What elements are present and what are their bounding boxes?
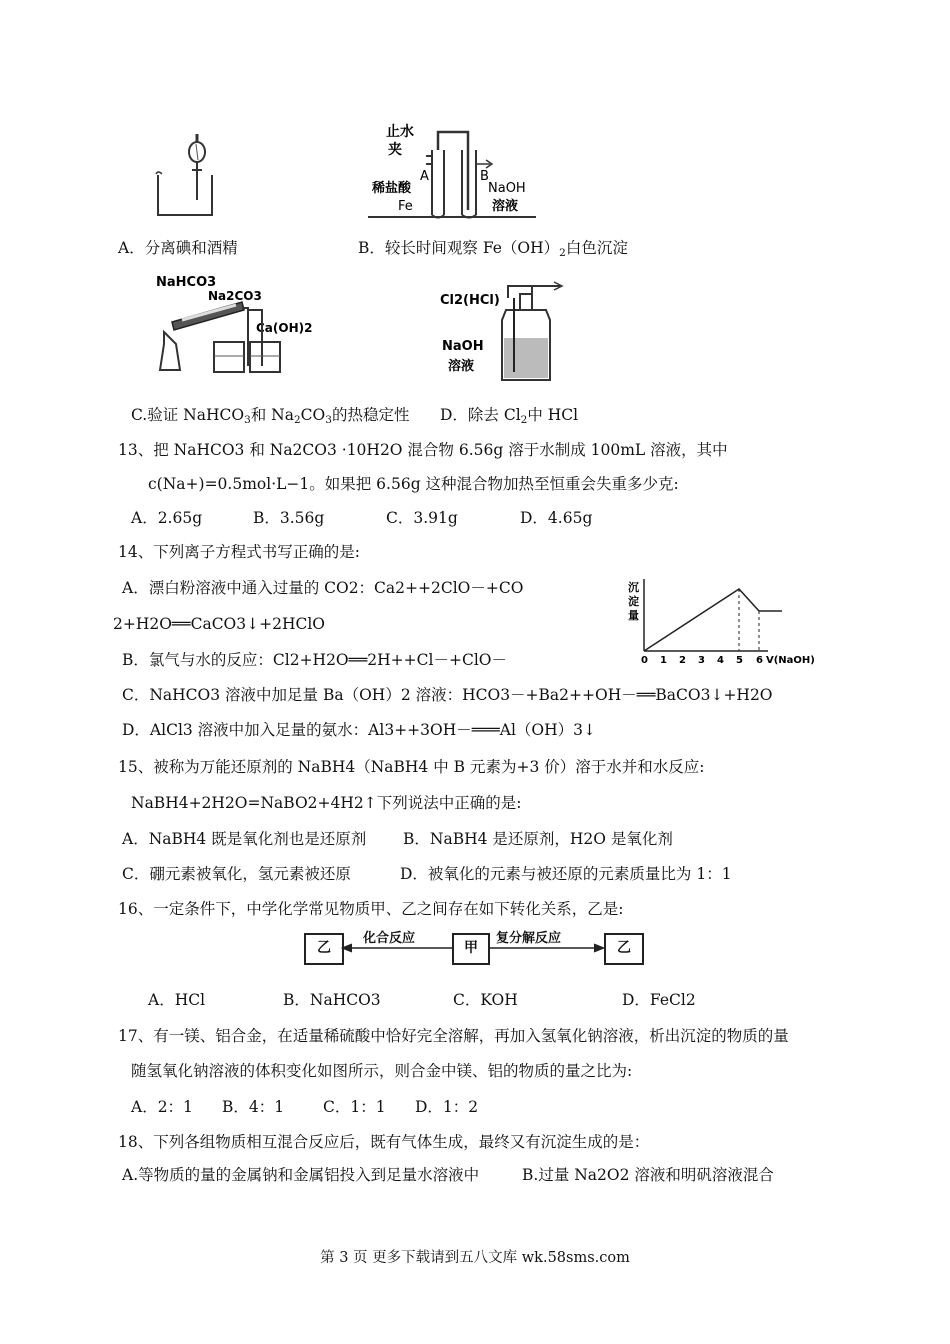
q15-option-d: D．被氧化的元素与被还原的元素质量比为 1：1 xyxy=(400,865,732,883)
arrow-label-double-decomposition: 复分解反应 xyxy=(496,931,562,946)
q18-option-b: B.过量 Na2O2 溶液和明矾溶液混合 xyxy=(522,1166,774,1184)
graph-ylabel-3: 量 xyxy=(628,609,639,622)
label-naoh-d: NaOH xyxy=(442,339,484,354)
q14-option-a-line2: 2+H2O══CaCO3↓+2HClO xyxy=(113,615,326,633)
q16-option-b: B．NaHCO3 xyxy=(283,991,381,1009)
conversion-box-right: 乙 xyxy=(604,933,644,965)
label-a: A xyxy=(420,169,429,184)
q17-option-d: D．1：2 xyxy=(415,1098,479,1116)
conversion-box-middle: 甲 xyxy=(452,933,490,965)
graph-xlabel: V(NaOH) xyxy=(766,655,815,666)
q16-option-a: A．HCl xyxy=(148,991,206,1009)
label-na2co3: Na2CO3 xyxy=(208,289,262,303)
q12-option-c: C.验证 NaHCO$_3$和 $Na_2CO_3$的热稳定性 xyxy=(131,406,410,426)
q15-option-b: B．NaBH4 是还原剂，H2O 是氧化剂 xyxy=(403,830,673,848)
q13-stem-line2: c(Na+)=0.5mol·L−1。如果把 6.56g 这种混合物加热至恒重会失重多少克: xyxy=(148,475,679,493)
q14-stem: 14、下列离子方程式书写正确的是: xyxy=(118,543,360,561)
q15-option-a: A．NaBH4 既是氧化剂也是还原剂 xyxy=(122,830,367,848)
q14-option-a-line1: A．漂白粉溶液中通入过量的 CO2：Ca2++2ClO－+CO xyxy=(122,579,524,597)
q14-option-b: B．氯气与水的反应：Cl2+H2O══2H++Cl－+ClO－ xyxy=(122,651,507,669)
label-naoh: NaOH xyxy=(488,181,526,196)
graph-xtick-5: 5 xyxy=(736,655,743,666)
label-b: B xyxy=(480,169,489,184)
figure-separatory-funnel xyxy=(150,130,220,220)
q17-option-c: C．1：1 xyxy=(323,1098,386,1116)
q13-option-a: A．2.65g xyxy=(131,509,203,527)
graph-xtick-6: 6 xyxy=(756,655,763,666)
q17-stem-line2: 随氢氧化钠溶液的体积变化如图所示，则合金中镁、铝的物质的量之比为: xyxy=(131,1062,633,1080)
q13-option-b: B．3.56g xyxy=(253,509,325,527)
label-sol: 溶液 xyxy=(492,199,519,214)
q14-option-d: D．AlCl3 溶液中加入足量的氨水：Al3++3OH－═══Al（OH）3↓ xyxy=(122,721,596,739)
label-fe: Fe xyxy=(398,199,413,214)
q15-stem-line1: 15、被称为万能还原剂的 NaBH4（NaBH4 中 B 元素为+3 价）溶于水并和水反应: xyxy=(118,758,705,776)
conversion-box-left: 乙 xyxy=(304,933,344,965)
label-acid: 稀盐酸 xyxy=(372,181,412,196)
figure-thermal-stability-apparatus xyxy=(152,270,322,380)
label-stop: 止水 xyxy=(386,124,414,140)
label-gas: Cl2(HCl) xyxy=(440,293,500,308)
q13-option-d: D．4.65g xyxy=(520,509,593,527)
q18-stem: 18、下列各组物质相互混合反应后，既有气体生成，最终又有沉淀生成的是： xyxy=(118,1133,650,1151)
figure-gas-washing-bottle xyxy=(440,280,570,385)
graph-xtick-1: 1 xyxy=(660,655,667,666)
q12-option-d: D．除去 $Cl_2$中 HCl xyxy=(440,406,579,426)
q15-option-c: C．硼元素被氧化，氢元素被还原 xyxy=(122,865,351,883)
graph-xtick-0: 0 xyxy=(641,655,648,666)
q17-option-a: A．2：1 xyxy=(131,1098,193,1116)
graph-ylabel-1: 沉 xyxy=(628,581,639,594)
graph-xtick-4: 4 xyxy=(717,655,724,666)
q12-option-b: B．较长时间观察 $Fe(OH)_2$白色沉淀 xyxy=(358,239,628,259)
label-sol-d: 溶液 xyxy=(448,359,475,374)
page-footer: 第 3 页 更多下载请到五八文库 wk.58sms.com xyxy=(320,1250,630,1266)
graph-ylabel-2: 淀 xyxy=(628,595,639,608)
q16-option-c: C．KOH xyxy=(453,991,518,1009)
q17-option-b: B．4：1 xyxy=(222,1098,285,1116)
arrow-label-combination: 化合反应 xyxy=(363,931,416,946)
precipitate-graph xyxy=(618,575,818,667)
q13-option-c: C．3.91g xyxy=(386,509,458,527)
q16-stem: 16、一定条件下，中学化学常见物质甲、乙之间存在如下转化关系，乙是: xyxy=(118,900,624,918)
label-caoh2: Ca(OH)2 xyxy=(256,321,313,335)
label-nahco3: NaHCO3 xyxy=(156,275,217,290)
q14-option-c: C．NaHCO3 溶液中加足量 Ba（OH）2 溶液：HCO3－+Ba2++OH－══BaCO3↓+H2O xyxy=(122,686,773,704)
label-clip: 夹 xyxy=(388,142,402,158)
q13-stem-line1: 13、把 NaHCO3 和 Na2CO3 ·10H2O 混合物 6.56g 溶于水制成 100mL 溶液，其中 xyxy=(118,441,728,459)
q15-stem-line2: NaBH4+2H2O=NaBO2+4H2↑下列说法中正确的是: xyxy=(131,794,522,812)
figure-fe-oh2-apparatus xyxy=(368,120,538,220)
q18-option-a: A.等物质的量的金属钠和金属铝投入到足量水溶液中 xyxy=(122,1166,480,1184)
q12-option-a: A．分离碘和酒精 xyxy=(118,239,238,257)
graph-xtick-3: 3 xyxy=(698,655,705,666)
q17-stem-line1: 17、有一镁、铝合金，在适量稀硫酸中恰好完全溶解，再加入氢氧化钠溶液，析出沉淀的物质的量 xyxy=(118,1027,789,1045)
graph-xtick-2: 2 xyxy=(679,655,686,666)
q16-option-d: D．FeCl2 xyxy=(622,991,696,1009)
